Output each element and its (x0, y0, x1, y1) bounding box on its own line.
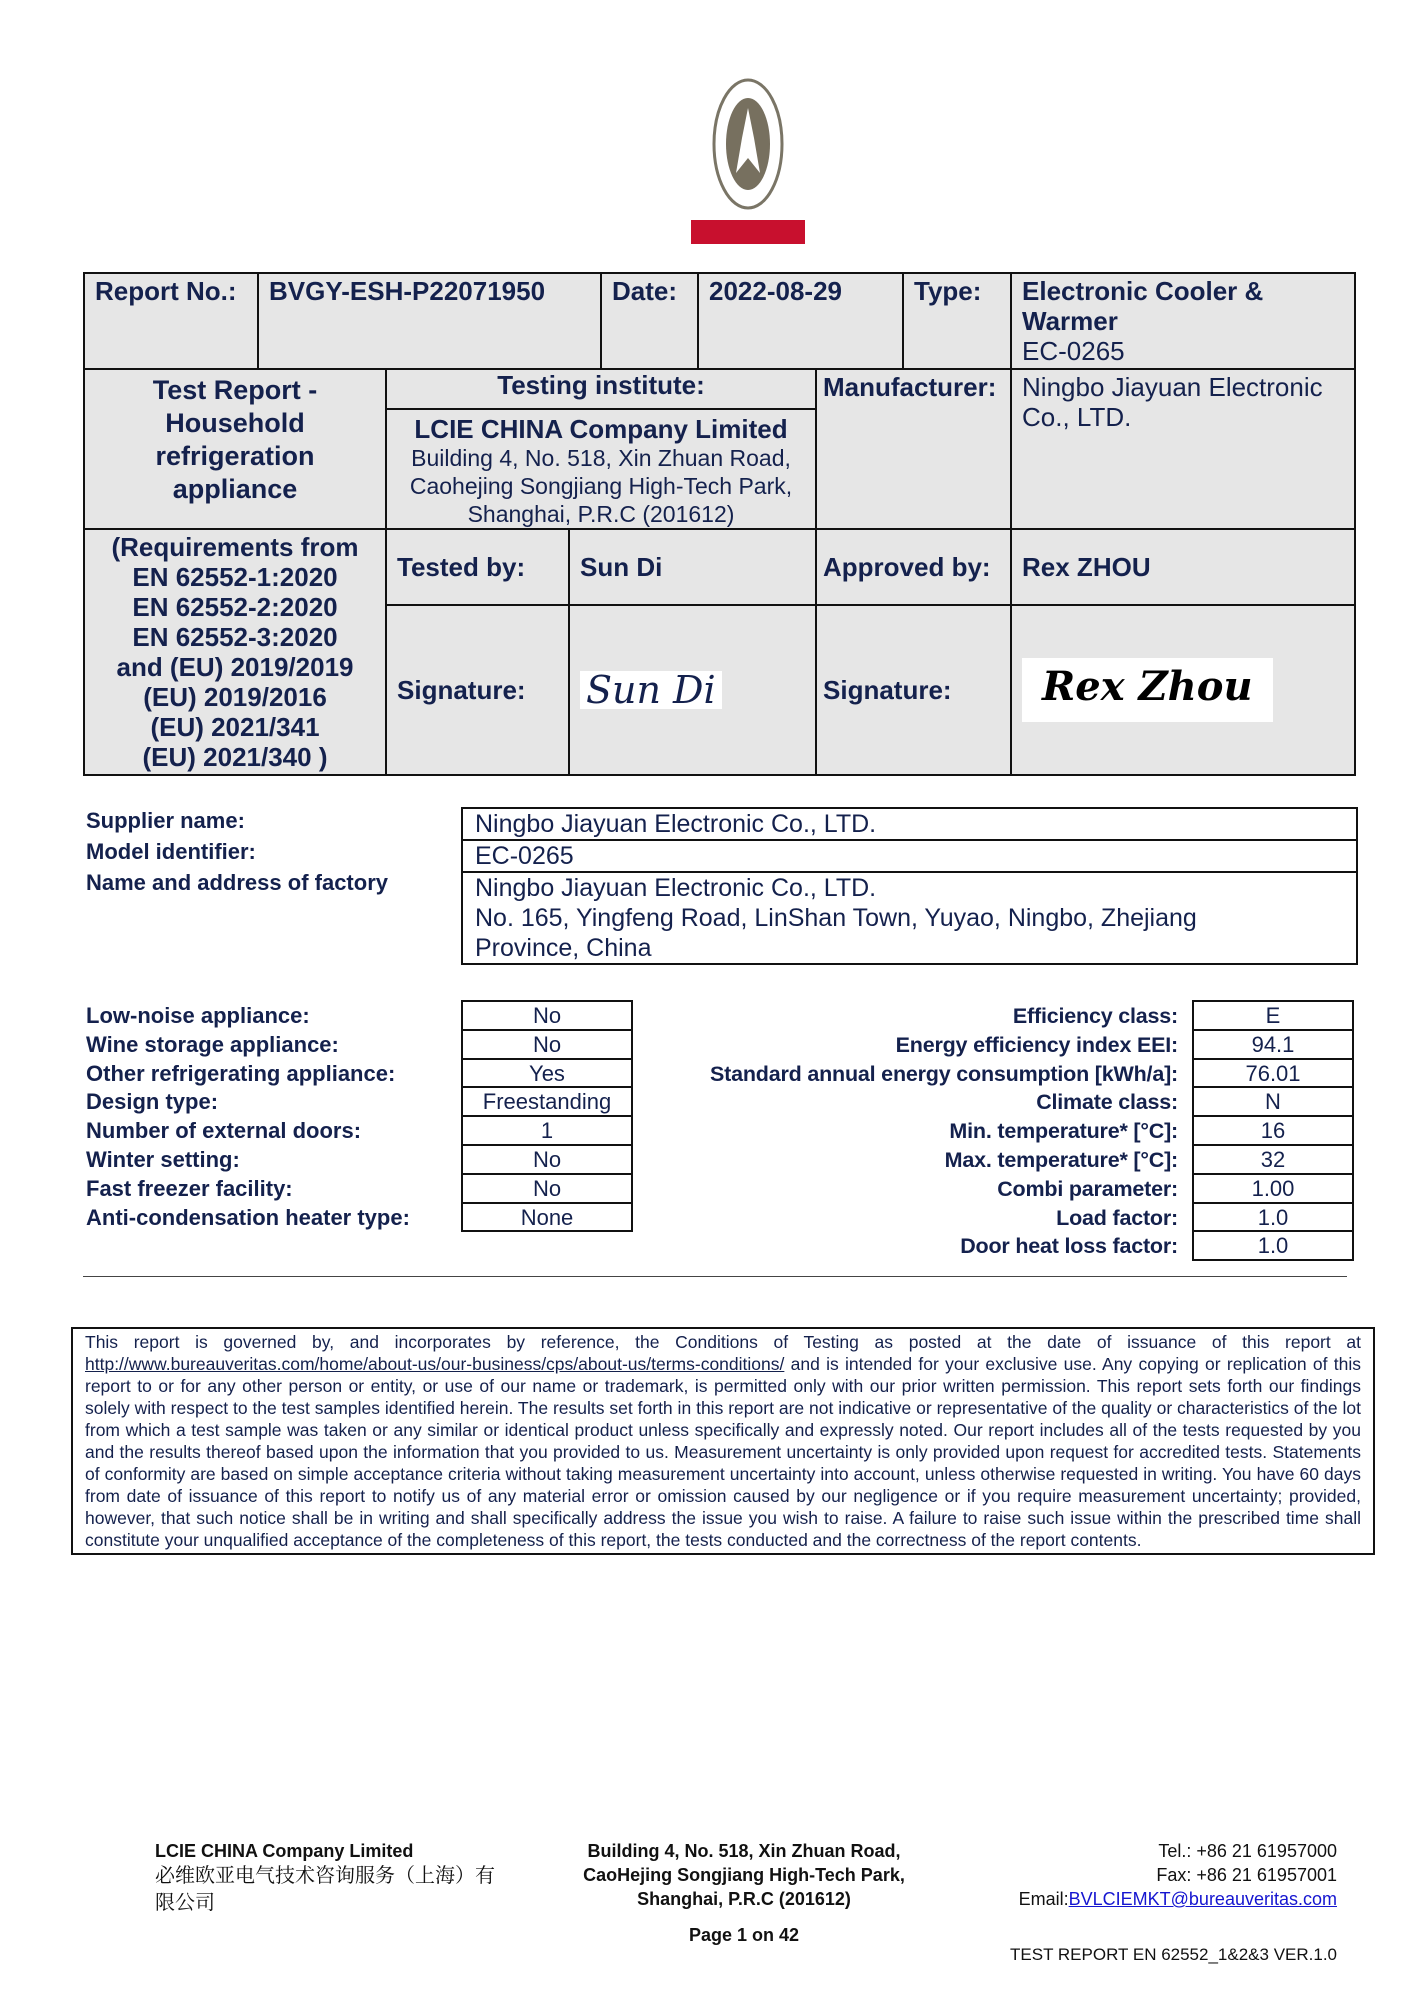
testing-institute-cell (386, 369, 816, 529)
param-label: Anti-condensation heater type: (86, 1204, 410, 1230)
param-label: Fast freezer facility: (86, 1175, 293, 1201)
param-label: Wine storage appliance: (86, 1031, 339, 1057)
supplier-value: Ningbo Jiayuan Electronic Co., LTD. (463, 809, 1356, 841)
param-value: 16 (1192, 1117, 1354, 1146)
param-value: No (461, 1146, 633, 1175)
requirement-line: EN 62552-3:2020 (132, 622, 338, 652)
footer-email-link[interactable]: BVLCIEMKT@bureauveritas.com (1068, 1889, 1337, 1909)
param-label: Winter setting: (86, 1147, 240, 1172)
footer-address-line: Building 4, No. 518, Xin Zhuan Road, (587, 1841, 901, 1861)
footer-address-line: CaoHejing Songjiang High-Tech Park, (583, 1865, 905, 1885)
param-label: Number of external doors: (86, 1118, 362, 1144)
requirement-line: (EU) 2021/340 ) (142, 742, 328, 772)
param-value: 76.01 (1192, 1060, 1354, 1089)
footer-email-label: Email: (1018, 1889, 1069, 1909)
footer-address-line: Shanghai, P.R.C (201612) (637, 1889, 851, 1909)
approved-by-label: Approved by: (816, 529, 1011, 605)
param-value: 1 (461, 1117, 633, 1146)
footer-contact (1010, 1839, 1337, 1967)
footer-address (544, 1839, 944, 1947)
requirement-line: EN 62552-2:2020 (132, 592, 338, 622)
type-cell (1011, 273, 1355, 369)
divider (83, 1276, 1347, 1277)
type-label: Type: (903, 273, 1011, 369)
param-value: No (461, 1175, 633, 1204)
approver-signature: Rex Zhou (1022, 658, 1273, 722)
requirement-line: and (EU) 2019/2019 (116, 652, 354, 682)
disclaimer-text: and is intended for your exclusive use. Any copying or replication of this report to or for any other person or entity, or use of our name or trademark, is permitted only with our prior written permission. This report sets forth our findings solely with respect to the test samples identified herein. The results set forth in this report are not indicative or representative of the quality or characteristics of the lot from which a test sample was taken or any similar or identical product unless specifically and expressly noted. Our report includes all of the tests requested by you and the results thereof based upon the information that you provided to us. Measurement uncertainty is only provided upon request for accredited tests. Statements of conformity are based on simple acceptance criteria without taking measurement uncertainty into account, unless otherwise requested in writing. You have 60 days from date of issuance of this report to notify us of any material error or omission caused by our negligence or if you require measurement uncertainty; provided, however, that such notice shall be in writing and shall specifically address the issue you wish to raise. A failure to raise such issue within the prescribed time shall constitute your unqualified acceptance of the completeness of this report, the tests conducted and the correctness of the report contents. (85, 1354, 1361, 1550)
tested-by-label: Tested by: (386, 529, 569, 605)
param-label: Other refrigerating appliance: (86, 1060, 396, 1086)
date-value: 2022-08-29 (698, 273, 903, 369)
factory-label: Name and address of factory (86, 870, 388, 895)
param-value: 1.00 (1192, 1175, 1354, 1204)
footer-company (155, 1839, 515, 1917)
param-label: Energy efficiency index EEI: (895, 1032, 1178, 1057)
info-box (461, 807, 1358, 965)
param-value: Freestanding (461, 1088, 633, 1117)
disclaimer (71, 1327, 1375, 1555)
requirement-line: (Requirements from (111, 532, 359, 562)
institute-address: Building 4, No. 518, Xin Zhuan Road, Caohejing Songjiang High-Tech Park, Shanghai, P.R.C (201612) (409, 445, 793, 527)
terms-link[interactable]: http://www.bureauveritas.com/home/about-us/our-business/cps/about-us/terms-conditions/ (85, 1354, 785, 1374)
tested-by-value: Sun Di (569, 529, 816, 605)
footer-fax: Fax: +86 21 61957001 (1156, 1865, 1337, 1885)
param-label: Standard annual energy consumption [kWh/a]: (709, 1061, 1178, 1086)
report-title: Test Report - Household refrigeration appliance (84, 369, 386, 529)
signature-label-tester: Signature: (386, 605, 569, 775)
testing-institute-label: Testing institute: (387, 370, 815, 410)
report-header-table (83, 272, 1356, 776)
disclaimer-intro: This report is governed by, and incorporates by reference, the Conditions of Testing as posted at the date of issuance of this report at (85, 1332, 1361, 1352)
param-label: Door heat loss factor: (960, 1234, 1178, 1259)
requirement-line: EN 62552-1:2020 (132, 562, 338, 592)
param-value: No (461, 1000, 633, 1031)
report-no-label: Report No.: (84, 273, 258, 369)
param-label: Low-noise appliance: (86, 1003, 310, 1028)
param-label: Min. temperature* [°C]: (949, 1119, 1178, 1144)
model-value: EC-0265 (463, 841, 1356, 873)
param-value: 1.0 (1192, 1204, 1354, 1233)
param-label: Max. temperature* [°C]: (944, 1148, 1178, 1172)
footer-company-name: LCIE CHINA Company Limited (155, 1841, 414, 1861)
footer-tel: Tel.: +86 21 61957000 (1158, 1841, 1337, 1861)
report-no: BVGY-ESH-P22071950 (258, 273, 601, 369)
requirement-line: (EU) 2021/341 (150, 712, 320, 742)
param-value: N (1192, 1088, 1354, 1117)
bureau-veritas-lcie-logo (690, 78, 806, 248)
page-number: Page 1 on 42 (688, 1925, 800, 1945)
param-label: Design type: (86, 1089, 219, 1115)
factory-name: Ningbo Jiayuan Electronic Co., LTD. (475, 874, 877, 902)
signature-label-approver: Signature: (816, 605, 1011, 775)
type-model: EC-0265 (1022, 336, 1125, 366)
param-value: E (1192, 1000, 1354, 1031)
manufacturer-label: Manufacturer: (816, 369, 1011, 529)
requirements-cell (84, 529, 386, 775)
tester-signature: Sun Di (580, 671, 722, 709)
param-value: 1.0 (1192, 1232, 1354, 1261)
date-label: Date: (601, 273, 698, 369)
param-label: Efficiency class: (1012, 1004, 1178, 1028)
approved-by-value: Rex ZHOU (1011, 529, 1355, 605)
factory-address: No. 165, Yingfeng Road, LinShan Town, Yuyao, Ningbo, Zhejiang Province, China (475, 904, 1197, 962)
param-value: Yes (461, 1060, 633, 1089)
param-value: 32 (1192, 1146, 1354, 1175)
param-label: Climate class: (1036, 1090, 1178, 1115)
footer-company-cn: 必维欧亚电气技术咨询服务（上海）有限公司 (155, 1865, 495, 1914)
requirement-line: (EU) 2019/2016 (143, 682, 327, 712)
param-label: Load factor: (1056, 1205, 1178, 1230)
param-value: None (461, 1204, 633, 1233)
param-label: Combi parameter: (997, 1176, 1178, 1201)
institute-name: LCIE CHINA Company Limited (414, 414, 788, 444)
param-value: 94.1 (1192, 1031, 1354, 1060)
model-label: Model identifier: (86, 839, 256, 864)
type-value: Electronic Cooler & Warmer (1022, 276, 1264, 336)
manufacturer-value: Ningbo Jiayuan Electronic Co., LTD. (1011, 369, 1355, 529)
param-value: No (461, 1031, 633, 1060)
form-version: TEST REPORT EN 62552_1&2&3 VER.1.0 (1010, 1945, 1337, 1964)
supplier-label: Supplier name: (86, 808, 245, 833)
